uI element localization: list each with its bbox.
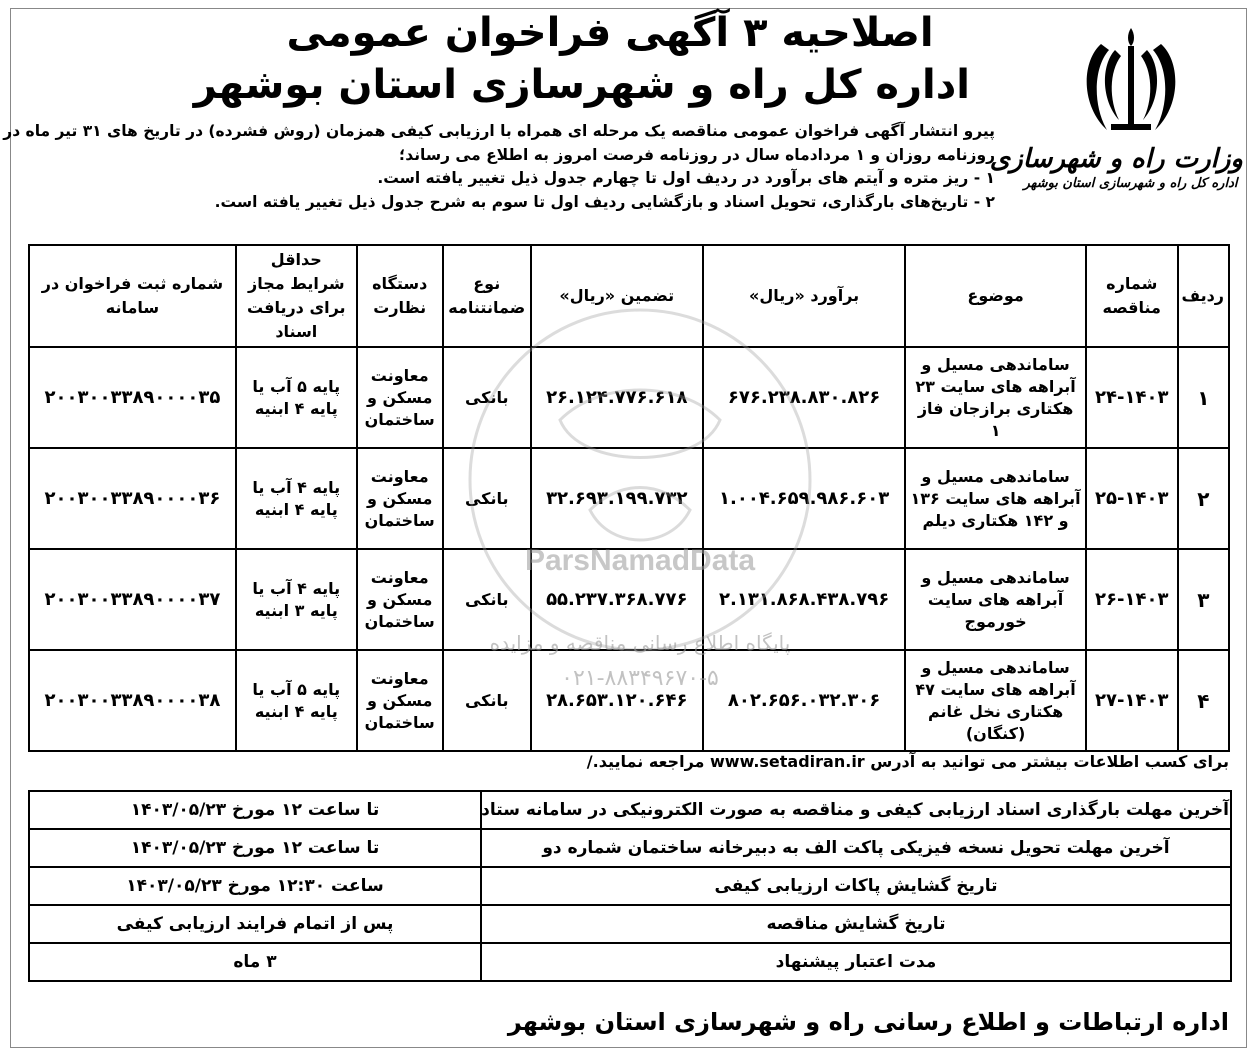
table-row [29,347,1229,448]
cell-row-number: ۳ [1178,549,1229,650]
deadline-row [29,943,1231,981]
deadline-row [29,829,1231,867]
cell-row-number: ۴ [1178,650,1229,751]
deadline-row [29,905,1231,943]
intro-line: ۲ - تاریخ‌های بارگذاری، تحویل اسناد و بازگشایی ردیف اول تا سوم به شرح جدول ذیل تغییر یافته است. [214,192,995,211]
cell-estimate: ۱.۰۰۴.۶۵۹.۹۸۶.۶۰۳ [703,448,906,549]
cell-min-grade: پایه ۵ آب یا پایه ۴ ابنیه [236,347,357,448]
cell-guarantee: ۲۸.۶۵۳.۱۲۰.۶۴۶ [531,650,703,751]
table-row [29,549,1229,650]
iran-emblem-icon [1071,20,1191,140]
cell-estimate: ۸۰۲.۶۵۶.۰۳۲.۳۰۶ [703,650,906,751]
deadline-value: ۳ ماه [29,943,481,981]
cell-supervisor: معاونت مسکن و ساختمان [357,448,443,549]
deadline-value: تا ساعت ۱۲ مورخ ۱۴۰۳/۰۵/۲۳ [29,829,481,867]
ministry-logo [989,20,1243,220]
header-supervisor: دستگاه نظارت [357,245,443,347]
cell-tender-number: ۲۵-۱۴۰۳ [1086,448,1178,549]
ministry-name: وزارت راه و شهرسازی [989,144,1243,174]
cell-min-grade: پایه ۵ آب یا پایه ۴ ابنیه [236,650,357,751]
cell-subject: ساماندهی مسیل و آبراهه های سایت ۱۳۶ و ۱۴۲ هکتاری دیلم [905,448,1085,549]
cell-guarantee-type: بانکی [443,347,531,448]
cell-supervisor: معاونت مسکن و ساختمان [357,347,443,448]
table-row [29,448,1229,549]
cell-guarantee-type: بانکی [443,448,531,549]
intro-line: پیرو انتشار آگهی فراخوان عمومی مناقصه یک مرحله ای همراه با ارزیابی کیفی همزمان (روش فشرده) در تاریخ های ۳۱ تیر ماه در [3,122,995,140]
table-header-row [29,245,1229,347]
cell-guarantee: ۵۵.۲۳۷.۳۶۸.۷۷۶ [531,549,703,650]
cell-supervisor: معاونت مسکن و ساختمان [357,650,443,751]
organization-title: اداره کل راه و شهرسازی استان بوشهر [193,62,970,108]
cell-tender-number: ۲۴-۱۴۰۳ [1086,347,1178,448]
cell-registration-number: ۲۰۰۳۰۰۳۳۸۹۰۰۰۰۳۵ [29,347,236,448]
watermark-phone: ۰۲۱-۸۸۳۴۹۶۷۰-۵ [561,666,719,691]
cell-estimate: ۶۷۶.۲۳۸.۸۳۰.۸۲۶ [703,347,906,448]
header-min-grade: حداقل شرایط مجاز برای دریافت اسناد [236,245,357,347]
cell-subject: ساماندهی مسیل و آبراهه های سایت ۴۷ هکتاری نخل غانم (کنگان) [905,650,1085,751]
intro-line: ۱ - ریز متره و آیتم های برآورد در ردیف اول تا چهارم جدول ذیل تغییر یافته است. [377,169,995,187]
notice-title: اصلاحیه ۳ آگهی فراخوان عمومی [286,10,934,56]
deadlines-table [28,790,1232,982]
cell-subject: ساماندهی مسیل و آبراهه های سایت خورموج [905,549,1085,650]
deadline-value: ساعت ۱۲:۳۰ مورخ ۱۴۰۳/۰۵/۲۳ [29,867,481,905]
header-subject: موضوع [905,245,1085,347]
cell-supervisor: معاونت مسکن و ساختمان [357,549,443,650]
watermark-brand: ParsNamadData [524,544,756,577]
header-estimate: برآورد «ریال» [703,245,906,347]
cell-guarantee: ۳۲.۶۹۳.۱۹۹.۷۳۲ [531,448,703,549]
table-row [29,650,1229,751]
deadline-row [29,867,1231,905]
deadline-label: مدت اعتبار پیشنهاد [481,943,1231,981]
header-guarantee: تضمین «ریال» [531,245,703,347]
header-row-number: ردیف [1178,245,1229,347]
intro-line: روزنامه روزان و ۱ مردادماه سال در روزنامه فرصت امروز به اطلاع می رساند؛ [399,145,995,164]
header-registration-number: شماره ثبت فراخوان در سامانه [29,245,236,347]
cell-guarantee: ۲۶.۱۲۴.۷۷۶.۶۱۸ [531,347,703,448]
deadline-value: پس از اتمام فرایند ارزیابی کیفی [29,905,481,943]
header-guarantee-type: نوع ضمانتنامه [443,245,531,347]
department-name: اداره کل راه و شهرسازی استان بوشهر [1023,176,1238,191]
cell-tender-number: ۲۶-۱۴۰۳ [1086,549,1178,650]
tender-table [28,244,1230,752]
cell-registration-number: ۲۰۰۳۰۰۳۳۸۹۰۰۰۰۳۸ [29,650,236,751]
cell-registration-number: ۲۰۰۳۰۰۳۳۸۹۰۰۰۰۳۶ [29,448,236,549]
cell-tender-number: ۲۷-۱۴۰۳ [1086,650,1178,751]
deadline-label: آخرین مهلت تحویل نسخه فیزیکی پاکت الف به دبیرخانه ساختمان شماره دو [481,829,1231,867]
cell-min-grade: پایه ۴ آب یا پایه ۳ ابنیه [236,549,357,650]
info-line: برای کسب اطلاعات بیشتر می توانید به آدرس www.setadiran.ir مراجعه نمایید./ [586,752,1229,771]
cell-estimate: ۲.۱۳۱.۸۶۸.۴۳۸.۷۹۶ [703,549,906,650]
deadline-row [29,791,1231,829]
cell-min-grade: پایه ۴ آب یا پایه ۴ ابنیه [236,448,357,549]
deadline-value: تا ساعت ۱۲ مورخ ۱۴۰۳/۰۵/۲۳ [29,791,481,829]
deadline-label: آخرین مهلت بارگذاری اسناد ارزیابی کیفی و مناقصه به صورت الکترونیکی در سامانه ستاد [481,791,1231,829]
footer-signature: اداره ارتباطات و اطلاع رسانی راه و شهرسازی استان بوشهر [507,1008,1229,1036]
cell-row-number: ۱ [1178,347,1229,448]
cell-registration-number: ۲۰۰۳۰۰۳۳۸۹۰۰۰۰۳۷ [29,549,236,650]
watermark-tagline: پایگاه اطلاع رسانی مناقصه و مزایده [489,631,791,655]
deadline-label: تاریخ گشایش پاکات ارزیابی کیفی [481,867,1231,905]
deadline-label: تاریخ گشایش مناقصه [481,905,1231,943]
cell-guarantee-type: بانکی [443,650,531,751]
header-tender-number: شماره مناقصه [1086,245,1178,347]
cell-row-number: ۲ [1178,448,1229,549]
cell-guarantee-type: بانکی [443,549,531,650]
cell-subject: ساماندهی مسیل و آبراهه های سایت ۲۳ هکتاری برازجان فاز ۱ [905,347,1085,448]
intro-paragraph [3,120,995,214]
